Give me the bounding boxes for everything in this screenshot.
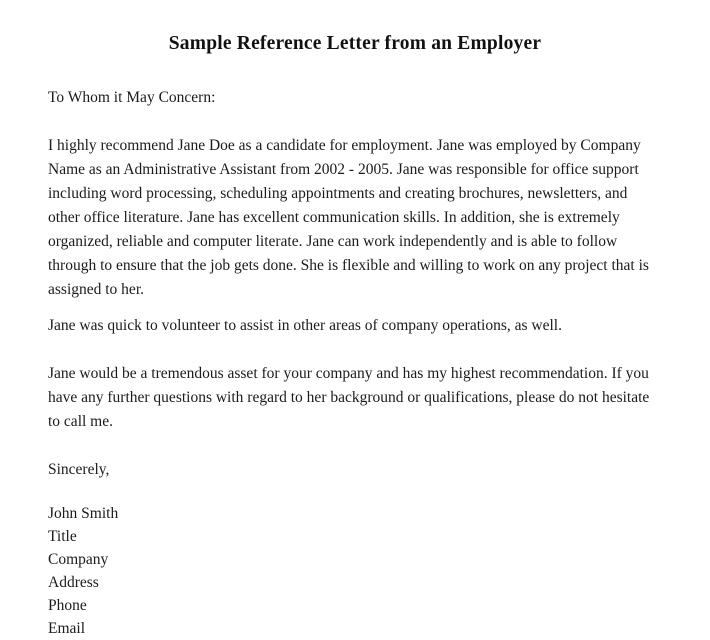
signature-block bbox=[48, 502, 662, 640]
body-paragraph: Jane was quick to volunteer to assist in other areas of company operations, as well. bbox=[48, 317, 562, 334]
signature-email: Email bbox=[48, 620, 86, 637]
signature-title: Title bbox=[48, 528, 77, 545]
signature-address: Address bbox=[48, 574, 99, 591]
signature-phone: Phone bbox=[48, 597, 87, 614]
signature-company: Company bbox=[48, 551, 109, 568]
signature-name: John Smith bbox=[48, 505, 119, 522]
body-paragraph: I highly recommend Jane Doe as a candidate for employment. Jane was employed by Company Name as an Administrative Assistant from 2002 - 2005. Jane was responsible for office support including word processing, scheduling appointments and creating brochures, newsletters, and other office literature. Jane has excellent communication skills. In addition, she is extremely organized, reliable and computer literate. Jane can work independently and is able to follow through to ensure that the job gets done. She is flexible and willing to work on any project that is assigned to her. bbox=[48, 137, 649, 298]
body-paragraph: Jane would be a tremendous asset for your company and has my highest recommendation. If you have any further questions with regard to her background or qualifications, please do not hesitate to call me. bbox=[48, 365, 650, 430]
salutation: To Whom it May Concern: bbox=[48, 89, 216, 106]
page-title: Sample Reference Letter from an Employer bbox=[168, 33, 542, 54]
closing: Sincerely, bbox=[48, 461, 110, 478]
